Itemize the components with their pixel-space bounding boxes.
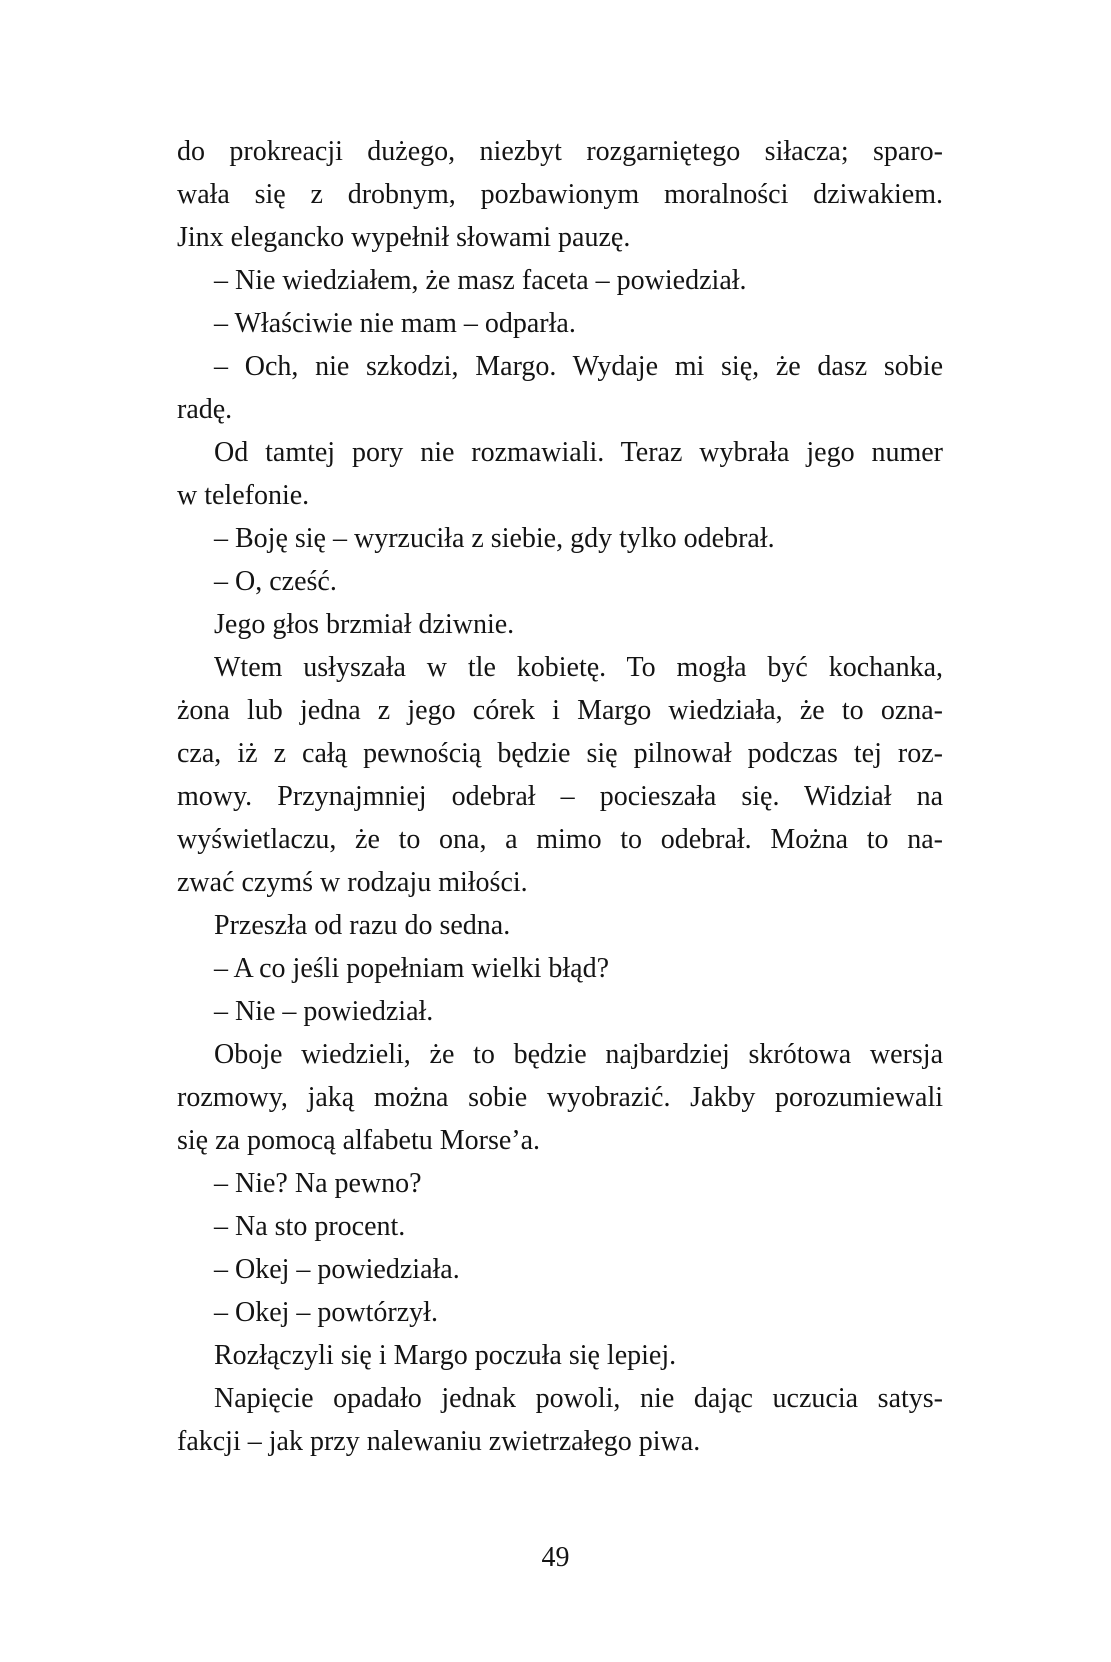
text-line: radę.: [177, 394, 233, 425]
text-line: Rozłączyli się i Margo poczuła się lepiej.: [214, 1340, 677, 1371]
text-line: wyświetlaczu, że to ona, a mimo to odebrał. Można to na-: [177, 824, 943, 855]
text-line: Wtem usłyszała w tle kobietę. To mogła być kochanka,: [214, 652, 943, 683]
text-line: wała się z drobnym, pozbawionym moralności dziwakiem.: [177, 179, 943, 210]
text-line: – Nie wiedziałem, że masz faceta – powiedział.: [214, 265, 747, 296]
page-text-block: [177, 130, 943, 1463]
text-line: – Nie – powiedział.: [214, 996, 434, 1027]
text-line: do prokreacji dużego, niezbyt rozgarniętego siłacza; sparo-: [177, 136, 943, 167]
page-number: 49: [541, 1542, 570, 1573]
text-line: Oboje wiedzieli, że to będzie najbardziej skrótowa wersja: [214, 1039, 943, 1070]
text-line: mowy. Przynajmniej odebrał – pocieszała się. Widział na: [177, 781, 943, 812]
text-line: Od tamtej pory nie rozmawiali. Teraz wybrała jego numer: [214, 437, 943, 468]
text-line: rozmowy, jaką można sobie wyobrazić. Jakby porozumiewali: [177, 1082, 943, 1113]
text-line: Przeszła od razu do sedna.: [214, 910, 511, 941]
text-line: żona lub jedna z jego córek i Margo wiedziała, że to ozna-: [177, 695, 943, 726]
text-line: Napięcie opadało jednak powoli, nie dając uczucia satys-: [214, 1383, 943, 1414]
text-line: – Okej – powiedziała.: [214, 1254, 460, 1285]
text-line: zwać czymś w rodzaju miłości.: [177, 867, 528, 898]
text-line: się za pomocą alfabetu Morse’a.: [177, 1125, 541, 1156]
text-line: fakcji – jak przy nalewaniu zwietrzałego piwa.: [177, 1426, 701, 1457]
text-line: Jinx elegancko wypełnił słowami pauzę.: [177, 222, 631, 253]
text-line: – Nie? Na pewno?: [214, 1168, 422, 1199]
text-line: – O, cześć.: [214, 566, 337, 597]
text-line: cza, iż z całą pewnością będzie się pilnował podczas tej roz-: [177, 738, 943, 769]
text-line: – Na sto procent.: [214, 1211, 406, 1242]
text-line: w telefonie.: [177, 480, 310, 511]
text-line: – Och, nie szkodzi, Margo. Wydaje mi się, że dasz sobie: [214, 351, 943, 382]
text-line: – Właściwie nie mam – odparła.: [214, 308, 576, 339]
text-line: – Boję się – wyrzuciła z siebie, gdy tylko odebrał.: [214, 523, 775, 554]
text-line: – A co jeśli popełniam wielki błąd?: [214, 953, 610, 984]
text-line: Jego głos brzmiał dziwnie.: [214, 609, 515, 640]
text-line: – Okej – powtórzył.: [214, 1297, 438, 1328]
